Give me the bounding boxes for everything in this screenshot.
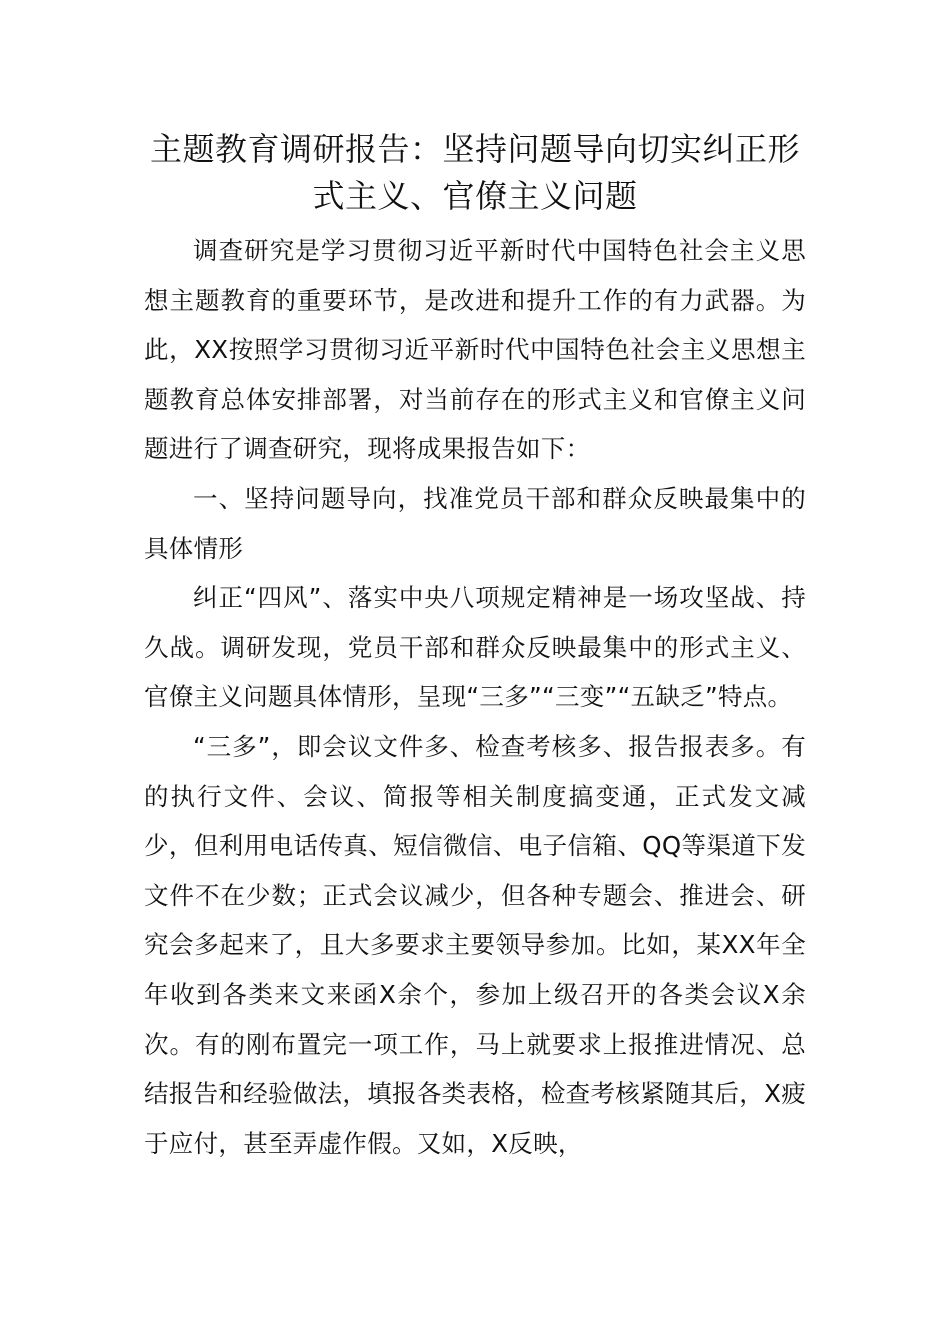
section-heading-1: 一、坚持问题导向，找准党员干部和群众反映最集中的具体情形 [144, 483, 806, 563]
paragraph-intro: 调查研究是学习贯彻习近平新时代中国特色社会主义思想主题教育的重要环节，是改进和提升工作的有力武器。为此，XX按照学习贯彻习近平新时代中国特色社会主义思想主题教育总体安排部署，对当前存在的形式主义和官僚主义问题进行了调查研究，现将成果报告如下： [144, 236, 806, 464]
document-body [144, 226, 806, 1168]
paragraph-findings: 纠正“四风”、落实中央八项规定精神是一场攻坚战、持久战。调研发现，党员干部和群众反映最集中的形式主义、官僚主义问题具体情形，呈现“三多”“三变”“五缺乏”特点。 [144, 583, 806, 712]
document-title: 主题教育调研报告：坚持问题导向切实纠正形式主义、官僚主义问题 [149, 130, 800, 215]
paragraph-san-duo: “三多”，即会议文件多、检查考核多、报告报表多。有的执行文件、会议、简报等相关制度搞变通，正式发文减少，但利用电话传真、短信微信、电子信箱、QQ等渠道下发文件不在少数；正式会议减少，但各种专题会、推进会、研究会多起来了，且大多要求主要领导参加。比如，某XX年全年收到各类来文来函X余个，参加上级召开的各类会议X余次。有的刚布置完一项工作，马上就要求上报推进情况、总结报告和经验做法，填报各类表格，检查考核紧随其后，X疲于应付，甚至弄虚作假。又如，X反映， [144, 731, 806, 1158]
